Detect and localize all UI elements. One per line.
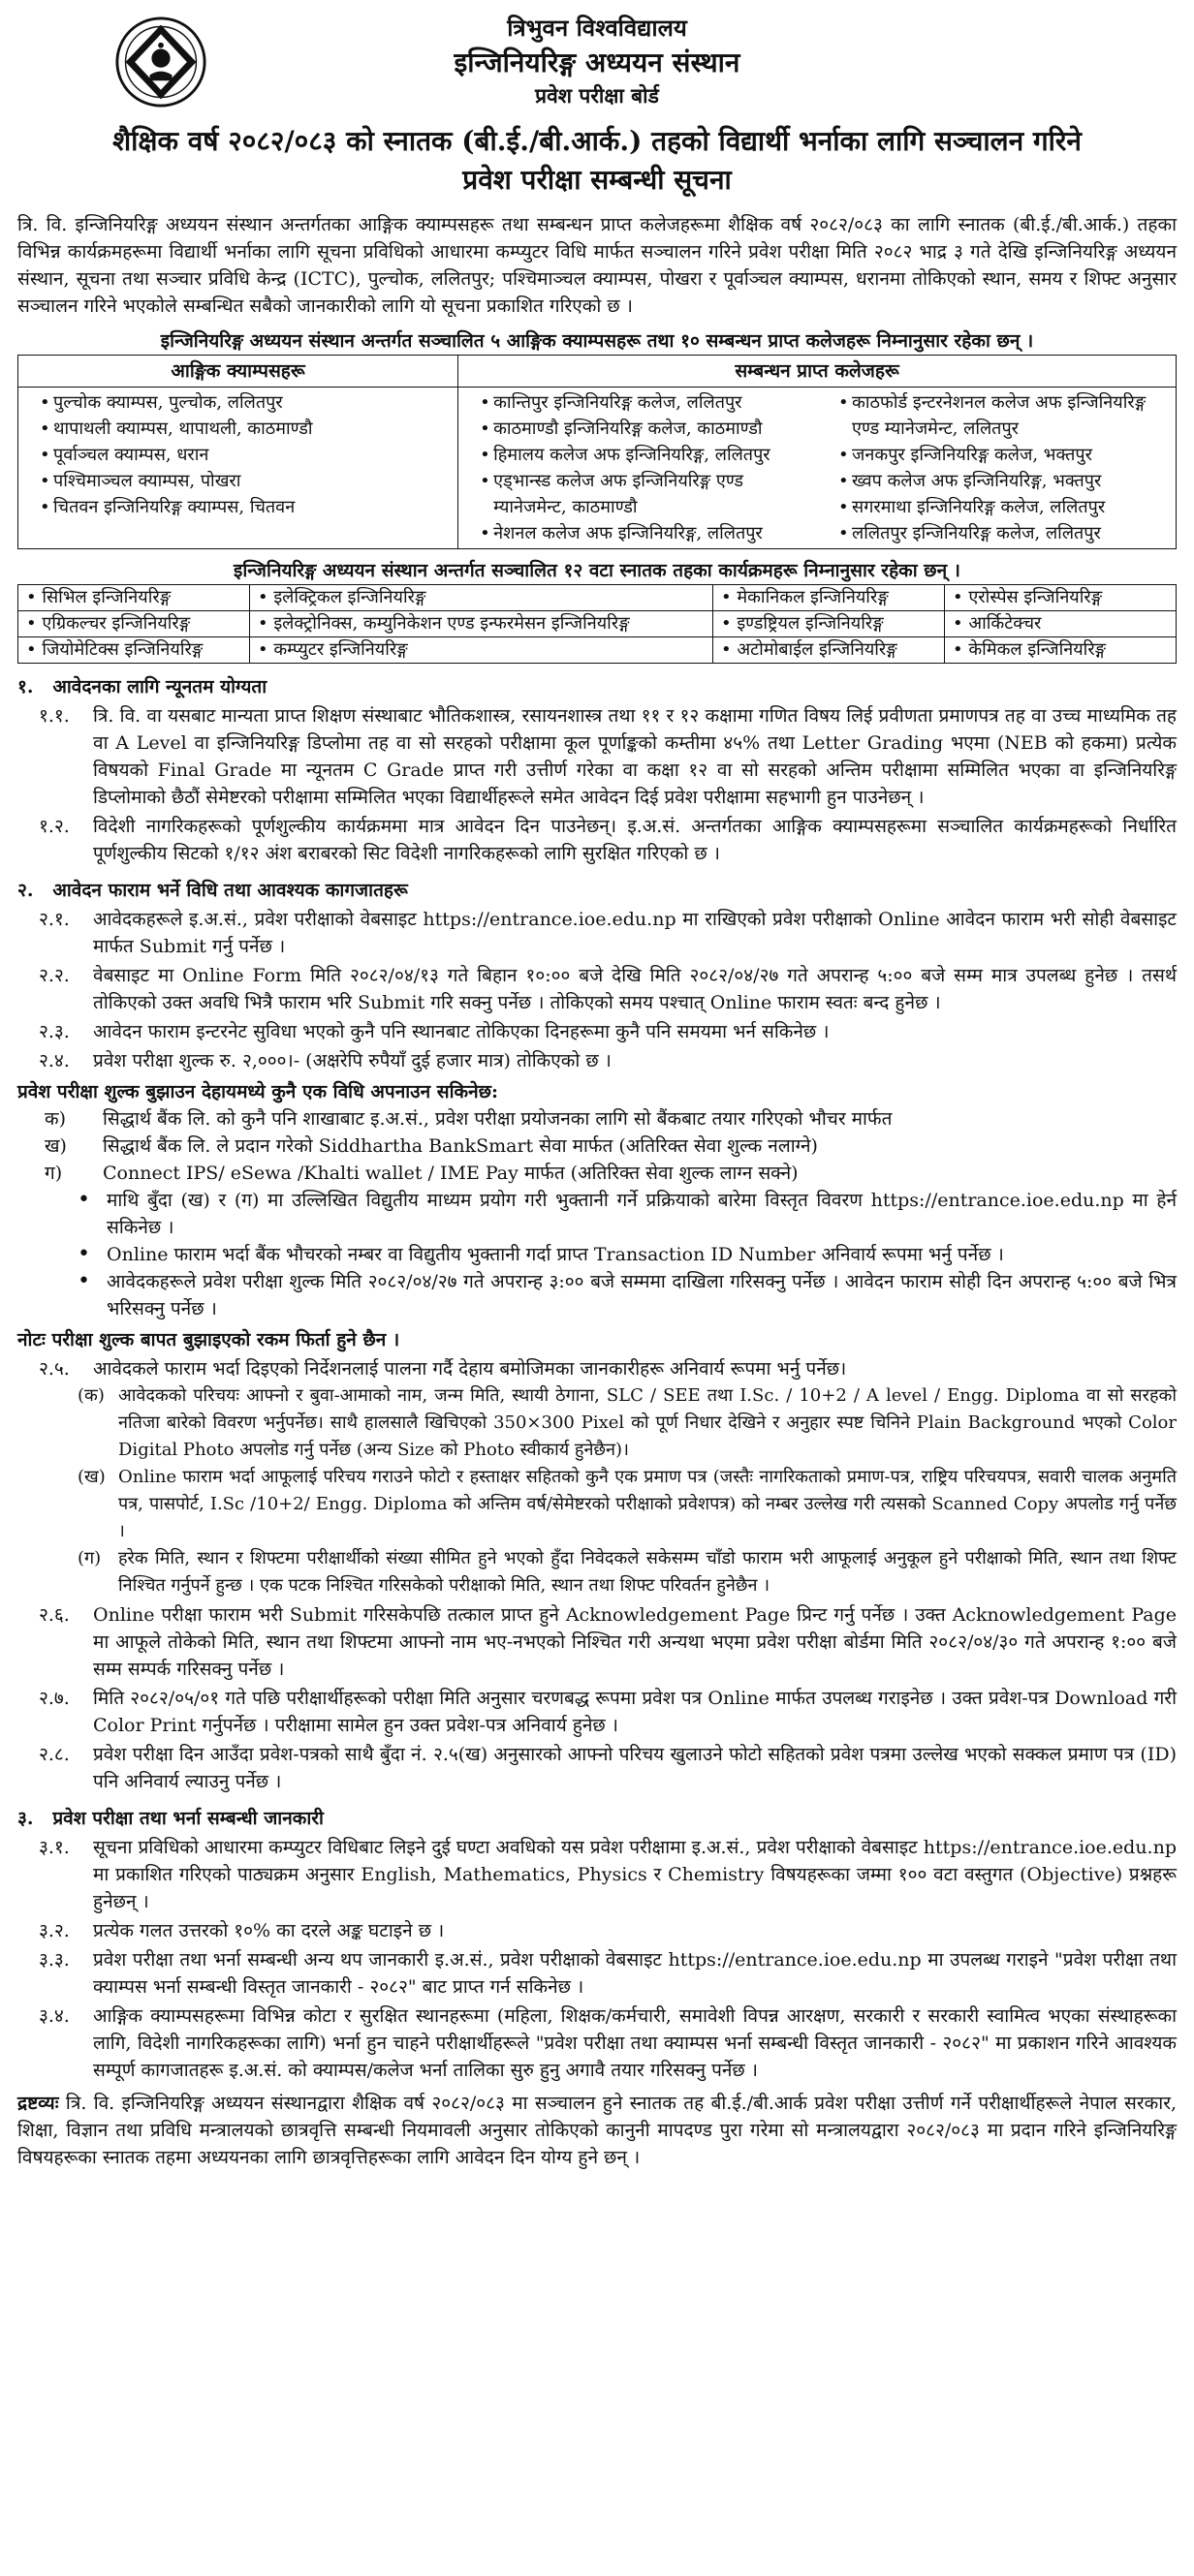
fee-payment-heading: प्रवेश परीक्षा शुल्क बुझाउन देहायमध्ये कुनै एक विधि अपनाउन सकिनेछ:	[17, 1081, 498, 1102]
constituent-header: आङ्गिक क्याम्पसहरू	[18, 356, 458, 388]
footer-text: त्रि. वि. इन्जिनियरिङ्ग अध्ययन संस्थानद्वारा शैक्षिक वर्ष २०८२/०८३ मा सञ्चालन हुने स्नातक तह बी.ई./बी.आर्क प्रवेश परीक्षा उत्तीर्ण गर्ने परीक्षार्थीहरूले नेपाल सरकार, शिक्षा, विज्ञान तथा प्रविधि मन्त्रालयको छात्रवृत्ति सम्बन्धी नियमावली अनुसार तोकिएको कानुनी मापदण्ड पुरा गरेमा सो मन्त्रालयद्वारा २०८२/०८३ मा प्रदान गरिने इन्जिनियरिङ्ग विषयहरूका स्नातक तहमा अध्ययनका लागि छात्रवृत्तिहरूका लागि आवेदन दिन योग्य हुने छन् ।	[17, 2093, 1178, 2168]
list-item: • ललितपुर इन्जिनियरिङ्ग कलेज, ललितपुर	[840, 520, 1168, 546]
notice-title-line1: शैक्षिक वर्ष २०८२/०८३ को स्नातक (बी.ई./बी.आर्क.) तहको विद्यार्थी भर्नाका लागि सञ्चालन गरिने	[112, 125, 1082, 157]
footer-label: द्रष्टव्यः	[17, 2093, 59, 2114]
header	[17, 12, 1177, 116]
constituent-list-cell	[18, 388, 458, 549]
university-seal-icon	[114, 16, 207, 109]
fee-option-c: ग) Connect IPS/ eSewa /Khalti wallet / IME Pay मार्फत (अतिरिक्त सेवा शुल्क लाग्न सक्ने)	[45, 1163, 799, 1184]
fee-option-b: ख) सिद्धार्थ बैंक लि. ले प्रदान गरेको Siddhartha BankSmart सेवा मार्फत (अतिरिक्त सेवा शुल्क नलाग्ने)	[45, 1135, 818, 1157]
program-cell: • एग्रिकल्चर इन्जिनियरिङ्ग	[18, 611, 250, 637]
list-item: • हिमालय कलेज अफ इन्जिनियरिङ्ग, ललितपुर	[482, 442, 809, 468]
intro-paragraph: त्रि. वि. इन्जिनियरिङ्ग अध्ययन संस्थान अन्तर्गतका आङ्गिक क्याम्पसहरू तथा सम्बन्धन प्राप्त कलेजहरूमा शैक्षिक वर्ष २०८२/०८३ का लागि स्नातक (बी.ई./बी.आर्क.) तहका विभिन्न कार्यक्रमहरूमा विद्यार्थी भर्नाका लागि सूचना प्रविधिको आधारमा कम्प्युटर विधि मार्फत सञ्चालन गरिने प्रवेश परीक्षा मिति २०८२ भाद्र ३ गते देखि इन्जिनियरिङ्ग अध्ययन संस्थान, सूचना तथा सञ्चार प्रविधि केन्द्र (ICTC), पुल्चोक, ललितपुर; पश्चिमाञ्चल क्याम्पस, पोखरा र पूर्वाञ्चल क्याम्पस, धरानमा तोकिएको स्थान, समय र शिफ्ट अनुसार सञ्चालन गरिने भएकोले सम्बन्धित सबैको जानकारीको लागि यो सूचना प्रकाशित गरिएको छ ।	[17, 214, 1177, 317]
affiliated-list-b	[825, 389, 1168, 546]
affiliated-list-cell-b	[817, 388, 1176, 549]
section-1-heading: १. आवेदनका लागि न्यूनतम योग्यता	[17, 676, 267, 698]
sub-item-2-5-c: (ग) हरेक मिति, स्थान र शिफ्टमा परीक्षार्थीको संख्या सीमित हुने भएको हुँदा निवेदकले सकेसम्म चाँडो फाराम भरी आफूलाई अनुकूल हुने परीक्षाको मिति, स्थान तथा शिफ्ट निश्चित गर्नुपर्ने हुन्छ । एक पटक निश्चित गरिसकेको परीक्षाको मिति, स्थान तथा शिफ्ट परिवर्तन हुनेछैन ।	[78, 1548, 1177, 1596]
fee-bullet: • आवेदकहरूले प्रवेश परीक्षा शुल्क मिति २०८२/०४/२७ गते अपरान्ह ३:०० बजे सम्ममा दाखिला गरिसक्नु पर्नेछ । आवेदन फाराम सोही दिन अपरान्ह ५:०० बजे भित्र भरिसक्नु पर्नेछ ।	[78, 1269, 1177, 1319]
section-3-heading: ३. प्रवेश परीक्षा तथा भर्ना सम्बन्धी जानकारी	[17, 1808, 324, 1829]
footer-note	[17, 2090, 1177, 2171]
list-item: • पश्चिमाञ्चल क्याम्पस, पोखरा	[42, 468, 450, 494]
program-cell: • कम्प्युटर इन्जिनियरिङ्ग	[250, 637, 713, 664]
item-1-1: १.१. त्रि. वि. वा यसबाट मान्यता प्राप्त शिक्षण संस्थाबाट भौतिकशास्त्र, रसायनशास्त्र तथा ११ र १२ कक्षामा गणित विषय लिई प्रवीणता प्रमाणपत्र तह वा उच्च माध्यमिक तह वा A Level वा इन्जिनियरिङ्ग डिप्लोमा तह वा सो सरहको परीक्षामा कूल पूर्णाङ्कको कम्तीमा ४५% तथा Letter Grading भएमा (NEB को हकमा) प्रत्येक विषयको Final Grade मा न्यूनतम C Grade प्राप्त गरी उत्तीर्ण गरेका वा कक्षा १२ वा सो सरहको अन्तिम परीक्षामा सम्मिलित भएका वा इन्जिनियरिङ्ग डिप्लोमाको छैठौं सेमेष्टरको परीक्षामा सम्मिलित भएका विद्यार्थीहरूले समेत आवेदन दिई प्रवेश परीक्षामा सहभागी हुन पाउनेछन् ।	[39, 705, 1177, 808]
affiliated-list-cell-a	[458, 388, 817, 549]
item-2-5: २.५. आवेदकले फाराम भर्दा दिइएको निर्देशनलाई पालना गर्दै देहाय बमोजिमका जानकारीहरू अनिवार्य रूपमा भर्नु पर्नेछ।	[39, 1358, 847, 1380]
fee-bullet: • माथि बुँदा (ख) र (ग) मा उल्लिखित विद्युतीय माध्यम प्रयोग गरी भुक्तानी गर्ने प्रक्रियाको बारेमा विस्तृत विवरण https://entrance.ioe.edu.np मा हेर्न सकिनेछ ।	[78, 1188, 1177, 1238]
campus-table	[17, 355, 1177, 549]
notice-title	[17, 122, 1177, 200]
item-2-8: २.८. प्रवेश परीक्षा दिन आउँदा प्रवेश-पत्रको साथै बुँदा नं. २.५(ख) अनुसारको आफ्नो परिचय खुलाउने फोटो सहितको प्रवेश पत्रमा उल्लेख भएको सक्कल प्रमाण पत्र (ID) पनि अनिवार्य ल्याउनु पर्नेछ ।	[39, 1744, 1177, 1792]
sub-item-2-5-a: (क) आवेदकको परिचयः आफ्नो र बुवा-आमाको नाम, जन्म मिति, स्थायी ठेगाना, SLC / SEE तथा I.Sc. / 10+2 / A level / Engg. Diploma वा सो सरहको नतिजा बारेको विवरण भर्नुपर्नेछ। साथै हालसालै खिचिएको 350×300 Pixel को पूर्ण निधार देखिने र अनुहार स्पष्ट चिनिने Plain Background भएको Color Digital Photo अपलोड गर्नु पर्नेछ (अन्य Size को Photo स्वीकार्य हुनेछैन)।	[78, 1385, 1177, 1460]
item-2-6: २.६. Online परीक्षा फाराम भरी Submit गरिसकेपछि तत्काल प्राप्त हुने Acknowledgement Page प्रिन्ट गर्नु पर्नेछ । उक्त Acknowledgement Page मा आफूले तोकेको मिति, स्थान तथा शिफ्टमा आफ्नो नाम भए-नभएको निश्चित गरी अन्यथा भएमा प्रवेश परीक्षा बोर्डमा मिति २०८२/०४/३० गते अपरान्ह १:०० बजे सम्म सम्पर्क गरिसक्नु पर्नेछ ।	[39, 1604, 1177, 1680]
university-name: त्रिभुवन विश्वविद्यालय	[507, 14, 687, 42]
item-3-4: ३.४. आङ्गिक क्याम्पसहरूमा विभिन्न कोटा र सुरक्षित स्थानहरूमा (महिला, शिक्षक/कर्मचारी, समावेशी विपन्न आरक्षण, सरकारी र सरकारी स्वामित्व भएका संस्थाहरूका लागि, विदेशी नागरिकहरूका लागि) भर्ना हुन चाहने परीक्षार्थीहरूले "प्रवेश परीक्षा तथा क्याम्पस भर्ना सम्बन्धी विस्तृत जानकारी - २०८२" मा प्रकाशन गरिने आवश्यक सम्पूर्ण कागजातहरू इ.अ.सं. को क्याम्पस/कलेज भर्ना तालिका सुरु हुनु अगावै तयार गरिसक्नु पर्नेछ ।	[39, 2005, 1177, 2081]
list-item: • पुल्चोक क्याम्पस, पुल्चोक, ललितपुर	[42, 389, 450, 416]
program-cell: • एरोस्पेस इन्जिनियरिङ्ग	[945, 585, 1177, 611]
program-cell: • जियोमेटिक्स इन्जिनियरिङ्ग	[18, 637, 250, 664]
program-cell: • मेकानिकल इन्जिनियरिङ्ग	[713, 585, 945, 611]
list-item: • एड्भान्स्ड कलेज अफ इन्जिनियरिङ्ग एण्ड म्यानेजमेन्ट, काठमाण्डौ	[482, 468, 809, 520]
list-item: • जनकपुर इन्जिनियरिङ्ग कलेज, भक्तपुर	[840, 442, 1168, 468]
list-item: • नेशनल कलेज अफ इन्जिनियरिङ्ग, ललितपुर	[482, 520, 809, 546]
list-item: • सगरमाथा इन्जिनियरिङ्ग कलेज, ललितपुर	[840, 494, 1168, 520]
item-3-1: ३.१. सूचना प्रविधिको आधारमा कम्प्युटर विधिबाट लिइने दुई घण्टा अवधिको यस प्रवेश परीक्षामा इ.अ.सं., प्रवेश परीक्षाको वेबसाइट https://entrance.ioe.edu.np मा प्रकाशित गरिएको पाठ्यक्रम अनुसार English, Mathematics, Physics र Chemistry विषयहरूका जम्मा १०० वटा वस्तुगत (Objective) प्रश्नहरू हुनेछन् ।	[39, 1837, 1177, 1912]
sub-item-2-5-b: (ख) Online फाराम भर्दा आफूलाई परिचय गराउने फोटो र हस्ताक्षर सहितको कुनै एक प्रमाण पत्र (जस्तैः नागरिकताको प्रमाण-पत्र, राष्ट्रिय परिचयपत्र, सवारी चालक अनुमति पत्र, पासपोर्ट, I.Sc /10+2/ Engg. Diploma को अन्तिम वर्ष/सेमेष्टरको परीक्षाको प्रवेशपत्र) को नम्बर उल्लेख गरी त्यसको Scanned Copy अपलोड गर्नु पर्नेछ ।	[78, 1467, 1177, 1541]
list-item: • कान्तिपुर इन्जिनियरिङ्ग कलेज, ललितपुर	[482, 389, 809, 416]
program-cell: • इलेक्ट्रिकल इन्जिनियरिङ्ग	[250, 585, 713, 611]
program-cell: • इलेक्ट्रोनिक्स, कम्युनिकेशन एण्ड इन्फरमेसन इन्जिनियरिङ्ग	[250, 611, 713, 637]
program-cell: • केमिकल इन्जिनियरिङ्ग	[945, 637, 1177, 664]
item-3-3: ३.३. प्रवेश परीक्षा तथा भर्ना सम्बन्धी अन्य थप जानकारी इ.अ.सं., प्रवेश परीक्षाको वेबसाइट https://entrance.ioe.edu.np मा उपलब्ध गराइने "प्रवेश परीक्षा तथा क्याम्पस भर्ना सम्बन्धी विस्तृत जानकारी - २०८२" बाट प्राप्त गर्न सकिनेछ ।	[39, 1949, 1177, 1998]
table-row	[18, 637, 1177, 664]
fee-bullet: • Online फाराम भर्दा बैंक भौचरको नम्बर वा विद्युतीय भुक्तानी गर्दा प्राप्त Transaction ID Number अनिवार्य रूपमा भर्नु पर्नेछ ।	[78, 1242, 1004, 1266]
item-2-3: २.३. आवेदन फाराम इन्टरनेट सुविधा भएको कुनै पनि स्थानबाट तोकिएका दिनहरूमा कुनै पनि समयमा भर्न सकिनेछ ।	[39, 1021, 830, 1042]
list-item: • ख्वप कलेज अफ इन्जिनियरिङ्ग, भक्तपुर	[840, 468, 1168, 494]
table-row	[18, 585, 1177, 611]
campus-heading: इन्जिनियरिङ्ग अध्ययन संस्थान अन्तर्गत सञ्चालित ५ आङ्गिक क्याम्पसहरू तथा १० सम्बन्धन प्राप्त कलेजहरू निम्नानुसार रहेका छन् ।	[160, 330, 1034, 352]
program-cell: • इण्डष्ट्रियल इन्जिनियरिङ्ग	[713, 611, 945, 637]
item-2-2: २.२. वेबसाइट मा Online Form मिति २०८२/०४/१३ गते बिहान १०:०० बजे देखि मिति २०८२/०४/२७ गते अपरान्ह ५:०० बजे सम्म मात्र उपलब्ध हुनेछ । तसर्थ तोकिएको उक्त अवधि भित्रै फाराम भरि Submit गरि सक्नु पर्नेछ । तोकिएको समय पश्चात् Online फाराम स्वतः बन्द हुनेछ ।	[39, 965, 1177, 1013]
refund-note: नोटः परीक्षा शुल्क बापत बुझाइएको रकम फिर्ता हुने छैन ।	[17, 1329, 400, 1350]
notice-title-line2: प्रवेश परीक्षा सम्बन्धी सूचना	[462, 164, 732, 196]
table-row	[18, 611, 1177, 637]
affiliated-header: सम्बन्धन प्राप्त कलेजहरू	[458, 356, 1177, 388]
program-cell: • अटोमोबाईल इन्जिनियरिङ्ग	[713, 637, 945, 664]
board-name: प्रवेश परीक्षा बोर्ड	[535, 83, 659, 108]
item-1-2: १.२. विदेशी नागरिकहरूको पूर्णशुल्कीय कार्यक्रममा मात्र आवेदन दिन पाउनेछन्। इ.अ.सं. अन्तर्गतका आङ्गिक क्याम्पसहरूमा सञ्चालित कार्यक्रमहरूको निर्धारित पूर्णशुल्कीय सिटको १/१२ अंश बराबरको सिट विदेशी नागरिकहरूको लागि सुरक्षित गरिएको छ ।	[39, 816, 1177, 864]
constituent-list	[26, 389, 450, 520]
program-cell: • सिभिल इन्जिनियरिङ्ग	[18, 585, 250, 611]
list-item: • चितवन इन्जिनियरिङ्ग क्याम्पस, चितवन	[42, 494, 450, 520]
list-item: • काठफोर्ड इन्टरनेशनल कलेज अफ इन्जिनियरिङ्ग एण्ड म्यानेजमेन्ट, ललितपुर	[840, 389, 1168, 442]
institute-name: इन्जिनियरिङ्ग अध्ययन संस्थान	[454, 47, 740, 78]
list-item: • थापाथली क्याम्पस, थापाथली, काठमाण्डौ	[42, 416, 450, 442]
list-item: • पूर्वाञ्चल क्याम्पस, धरान	[42, 442, 450, 468]
program-cell: • आर्किटेक्चर	[945, 611, 1177, 637]
section-2-heading: २. आवेदन फाराम भर्ने विधि तथा आवश्यक कागजातहरू	[17, 880, 408, 901]
fee-option-a: क) सिद्धार्थ बैंक लि. को कुनै पनि शाखाबाट इ.अ.सं., प्रवेश परीक्षा प्रयोजनका लागि सो बैंकबाट तयार गरिएको भौचर मार्फत	[45, 1108, 893, 1130]
list-item: • काठमाण्डौ इन्जिनियरिङ्ग कलेज, काठमाण्डौ	[482, 416, 809, 442]
program-heading: इन्जिनियरिङ्ग अध्ययन संस्थान अन्तर्गत सञ्चालित १२ वटा स्नातक तहका कार्यक्रमहरू निम्नानुसार रहेका छन् ।	[234, 560, 960, 581]
item-2-1: २.१. आवेदकहरूले इ.अ.सं., प्रवेश परीक्षाको वेबसाइट https://entrance.ioe.edu.np मा राखिएको प्रवेश परीक्षाको Online आवेदन फाराम भरी सोही वेबसाइट मार्फत Submit गर्नु पर्नेछ ।	[39, 909, 1177, 957]
item-2-4: २.४. प्रवेश परीक्षा शुल्क रु. २,०००।- (अक्षरेपि रुपैयाँ दुई हजार मात्र) तोकिएको छ ।	[39, 1050, 612, 1071]
program-table	[17, 584, 1177, 664]
item-2-7: २.७. मिति २०८२/०५/०१ गते पछि परीक्षार्थीहरूको परीक्षा मिति अनुसार चरणबद्ध रूपमा प्रवेश पत्र Online मार्फत उपलब्ध गराइनेछ । उक्त प्रवेश-पत्र Download गरी Color Print गर्नुपर्नेछ । परीक्षामा सामेल हुन उक्त प्रवेश-पत्र अनिवार्य हुनेछ ।	[39, 1688, 1177, 1736]
item-3-2: ३.२. प्रत्येक गलत उत्तरको १०% का दरले अङ्क घटाइने छ ।	[39, 1920, 445, 1941]
affiliated-list-a	[466, 389, 809, 546]
